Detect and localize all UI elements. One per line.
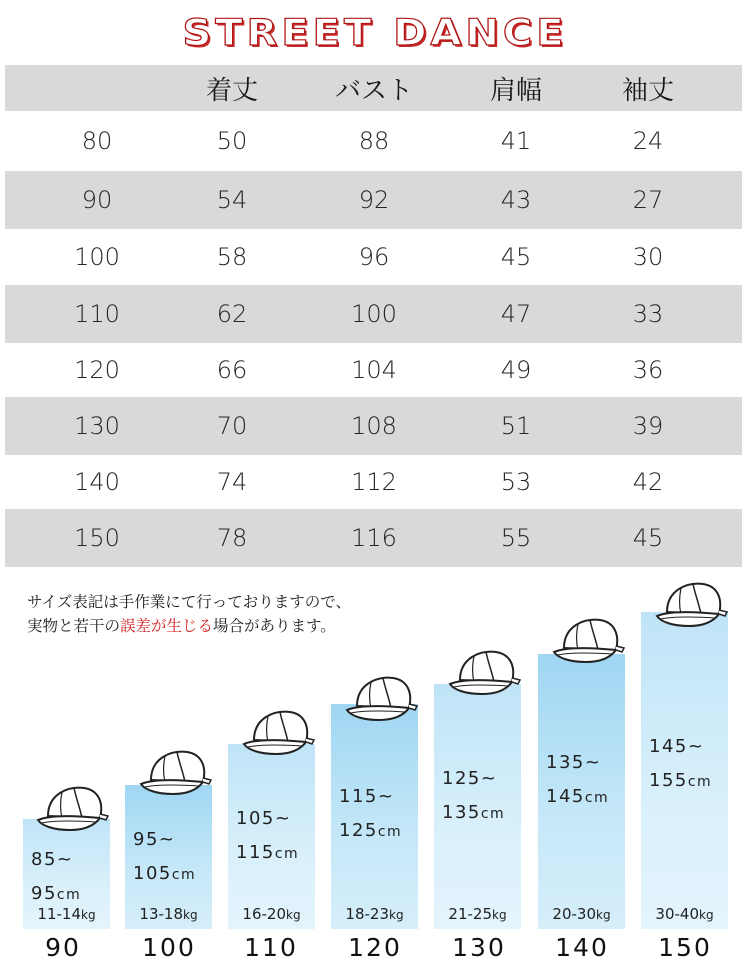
weight-range (331, 905, 418, 923)
table-cell: 66 (216, 356, 248, 384)
height-range (442, 762, 505, 831)
height-unit: cm (274, 846, 300, 862)
table-cell: 45 (500, 243, 532, 271)
baseball-cap-icon (550, 612, 630, 670)
height-max-value: 125 (339, 820, 378, 841)
weight-value: 20-30 (552, 905, 596, 923)
height-max (339, 814, 402, 849)
height-unit: cm (377, 824, 403, 840)
table-cell: 41 (500, 127, 532, 155)
table-cell: 62 (216, 300, 248, 328)
height-min: 125~ (442, 768, 498, 789)
table-cell: 74 (216, 468, 248, 496)
height-max-value: 155 (649, 770, 688, 791)
height-min: 115~ (339, 786, 395, 807)
height-max-value: 105 (133, 863, 172, 884)
height-max (546, 780, 609, 815)
table-cell: 78 (216, 524, 248, 552)
weight-value: 21-25 (448, 905, 492, 923)
weight-unit: kg (596, 908, 611, 922)
header-cell-size (27, 65, 167, 111)
table-cell: 24 (632, 127, 664, 155)
weight-unit: kg (183, 908, 198, 922)
size-table (5, 65, 742, 567)
note-text: 実物と若干の (27, 617, 121, 635)
weight-unit: kg (389, 908, 404, 922)
table-cell: 53 (500, 468, 532, 496)
header-cell-length: 着丈 (205, 75, 258, 106)
height-unit: cm (56, 887, 82, 903)
table-cell: 130 (74, 412, 120, 440)
table-cell: 36 (632, 356, 664, 384)
weight-value: 11-14 (37, 905, 81, 923)
height-max-value: 135 (442, 802, 481, 823)
height-unit: cm (480, 806, 506, 822)
table-cell: 92 (358, 186, 390, 214)
weight-range (641, 905, 728, 923)
size-label-120: 120 (348, 933, 402, 962)
table-cell: 39 (632, 412, 664, 440)
table-row (5, 171, 742, 229)
height-range (133, 823, 196, 892)
table-cell: 49 (500, 356, 532, 384)
weight-unit: kg (492, 908, 507, 922)
table-cell: 120 (74, 356, 120, 384)
weight-value: 18-23 (345, 905, 389, 923)
table-cell: 55 (500, 524, 532, 552)
table-row (5, 285, 742, 343)
table-cell: 140 (74, 468, 120, 496)
table-row (5, 509, 742, 567)
height-range (339, 780, 402, 849)
table-cell: 51 (500, 412, 532, 440)
size-label-110: 110 (244, 933, 298, 962)
height-unit: cm (171, 867, 197, 883)
table-header-row (5, 65, 742, 111)
weight-range (23, 905, 110, 923)
height-max (236, 836, 299, 871)
size-label-150: 150 (658, 933, 712, 962)
height-max (649, 764, 712, 799)
disclaimer-note (27, 590, 351, 638)
weight-range (125, 905, 212, 923)
size-label-90: 90 (45, 933, 81, 962)
height-min: 145~ (649, 736, 705, 757)
table-cell: 80 (81, 127, 113, 155)
height-unit: cm (584, 790, 610, 806)
table-cell: 90 (81, 186, 113, 214)
weight-value: 16-20 (242, 905, 286, 923)
size-label-130: 130 (452, 933, 506, 962)
table-cell: 42 (632, 468, 664, 496)
table-cell: 100 (74, 243, 120, 271)
table-cell: 108 (351, 412, 397, 440)
weight-unit: kg (81, 908, 96, 922)
page-title: STREET DANCE (182, 11, 568, 55)
header-cell-bust: バスト (334, 75, 413, 106)
height-range (546, 746, 609, 815)
size-bar-120 (331, 704, 418, 929)
size-label-100: 100 (142, 933, 196, 962)
height-max-value: 95 (31, 883, 57, 904)
note-line-1: サイズ表記は手作業にて行っておりますので、 (27, 593, 351, 611)
size-label-140: 140 (555, 933, 609, 962)
table-cell: 100 (351, 300, 397, 328)
table-cell: 30 (632, 243, 664, 271)
table-cell: 43 (500, 186, 532, 214)
table-cell: 88 (358, 127, 390, 155)
height-max-value: 145 (546, 786, 585, 807)
table-cell: 150 (74, 524, 120, 552)
weight-value: 13-18 (139, 905, 183, 923)
table-row (5, 229, 742, 285)
table-cell: 110 (74, 300, 120, 328)
height-min: 85~ (31, 849, 74, 870)
size-bar-100 (125, 785, 212, 929)
height-max (133, 857, 196, 892)
table-cell: 47 (500, 300, 532, 328)
table-cell: 96 (358, 243, 390, 271)
size-bar-130 (434, 684, 521, 929)
note-text: 場合があります。 (213, 617, 336, 635)
header-cell-sleeve: 袖丈 (621, 75, 674, 106)
weight-range (434, 905, 521, 923)
height-range (236, 802, 299, 871)
baseball-cap-icon (240, 704, 320, 762)
baseball-cap-icon (34, 780, 114, 838)
height-min: 105~ (236, 808, 292, 829)
table-row (5, 455, 742, 509)
note-highlight: 誤差が生じる (120, 617, 214, 635)
table-cell: 45 (632, 524, 664, 552)
height-min: 95~ (133, 829, 176, 850)
size-bar-140 (538, 654, 625, 929)
weight-range (228, 905, 315, 923)
baseball-cap-icon (653, 576, 733, 634)
weight-value: 30-40 (655, 905, 699, 923)
table-row (5, 343, 742, 397)
table-cell: 50 (216, 127, 248, 155)
baseball-cap-icon (137, 744, 217, 802)
table-cell: 27 (632, 186, 664, 214)
table-cell: 58 (216, 243, 248, 271)
size-bar-110 (228, 744, 315, 929)
table-cell: 116 (351, 524, 397, 552)
table-cell: 112 (351, 468, 397, 496)
weight-unit: kg (699, 908, 714, 922)
table-cell: 33 (632, 300, 664, 328)
table-cell: 70 (216, 412, 248, 440)
height-min: 135~ (546, 752, 602, 773)
table-row (5, 111, 742, 171)
height-max (442, 796, 505, 831)
height-max-value: 115 (236, 842, 275, 863)
baseball-cap-icon (446, 644, 526, 702)
header-cell-shoulder: 肩幅 (489, 75, 542, 106)
weight-unit: kg (286, 908, 301, 922)
height-unit: cm (687, 774, 713, 790)
height-range (649, 730, 712, 799)
baseball-cap-icon (343, 670, 423, 728)
table-row (5, 397, 742, 455)
table-cell: 54 (216, 186, 248, 214)
size-bar-150 (641, 612, 728, 929)
weight-range (538, 905, 625, 923)
note-line-2 (27, 614, 351, 638)
height-range (31, 843, 81, 912)
table-cell: 104 (351, 356, 397, 384)
